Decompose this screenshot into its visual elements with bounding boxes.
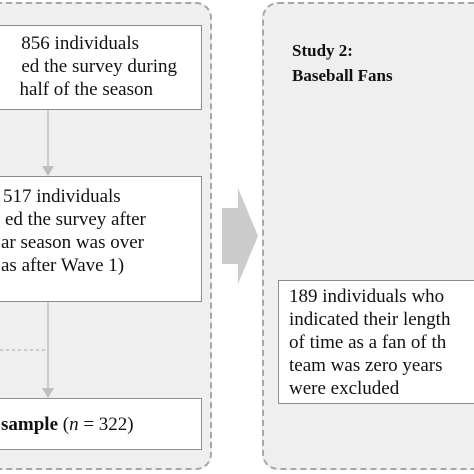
study1-wave1-line: 856 individuals (21, 33, 139, 54)
study2-title (292, 38, 393, 88)
study1-wave2-line: ed the survey after (5, 209, 146, 230)
study2-excluded-line: were excluded (289, 378, 400, 399)
study1-wave1-line: ed the survey during (21, 56, 177, 77)
study1-wave1-line: half of the season (19, 79, 153, 100)
study2-excluded-line: team was zero years (289, 355, 443, 376)
study1-wave1-box (0, 25, 202, 110)
study2-title-line1: Study 2: (292, 41, 353, 60)
final-sample-text (1, 413, 201, 436)
study1-wave2-box (0, 176, 202, 302)
final-sample-label: sample (1, 414, 58, 435)
connector-arrowhead-2 (42, 388, 54, 398)
study2-excluded-line: 189 individuals who (289, 286, 445, 307)
study2-excluded-line: indicated their length (289, 309, 451, 330)
big-arrow-icon (222, 188, 258, 284)
study1-final-sample-box (0, 398, 202, 450)
final-sample-n: (n = 322) (62, 414, 134, 435)
study1-wave2-line: as after Wave 1) (1, 255, 125, 276)
study2-title-line2: Baseball Fans (292, 66, 393, 85)
study1-wave2-line: 517 individuals (3, 186, 121, 207)
study2-excluded-line: of time as a fan of th (289, 332, 447, 353)
connector-arrowhead-1 (42, 166, 54, 176)
study1-wave2-line: ar season was over (1, 232, 144, 253)
study2-excluded-box (278, 280, 474, 404)
